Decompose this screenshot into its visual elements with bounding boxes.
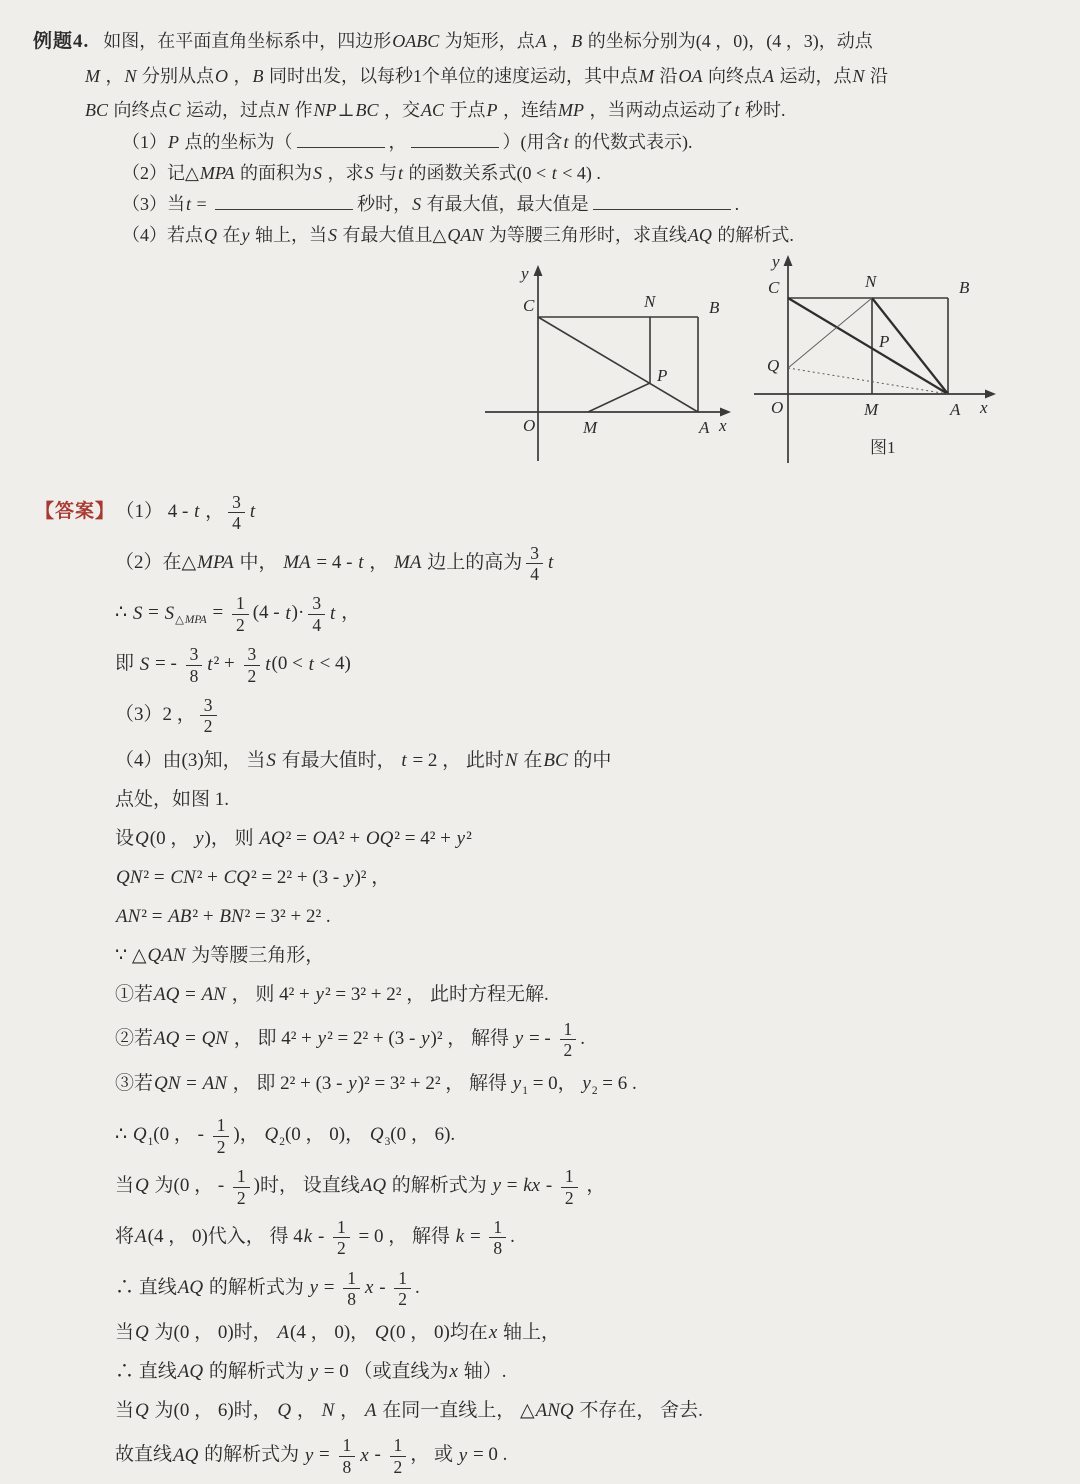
answer-substitute-a: 将A(4 ， 0)代入， 得 4k - $\frac{1}{2}$ = 0 ， 解得 k = $\frac{1}{8}$ .	[115, 1216, 515, 1259]
answer-conclusion: 故直线AQ 的解析式为 y = $\frac{1}{8}$ x - $\frac{1}{2}$ ， 或 y = 0 .	[115, 1435, 508, 1477]
answer-q-solutions: ∴ $Q_1(0$ ， - $\frac{1}{2}$ )， $Q_2(0$ ， 0)， $Q_3(0$ ， 6).	[115, 1115, 456, 1157]
answer-section	[0, 493, 1080, 1476]
answer-case-1: ①若AQ = AN ， 则 4² + y² = 3² + 2² ， 此时方程无解.	[115, 983, 549, 1005]
figure-main-diagram	[473, 259, 773, 471]
statement-line-3: BC 向终点C 运动，过点N 作NP⊥BC ，交AC 于点P ，连结MP ，当两动点运动了t 秒时.	[85, 100, 786, 120]
fig1-axes	[485, 273, 723, 461]
answer-aq-squared: 设Q(0 ， y)， 则 AQ² = OA² + OQ² = 4² + y²	[115, 827, 472, 849]
fig1-label-x-axis: x	[719, 416, 727, 435]
fig2-label-Q: Q	[767, 356, 780, 375]
answer-area-formula: ∴ $S = S_{\triangle MPA}$ = $\frac{1}{2}$ (4 - t)· $\frac{3}{4}$ t ，	[115, 593, 361, 635]
fig2-label-P: P	[879, 332, 890, 351]
fig2-label-x-axis: x	[980, 398, 988, 417]
fig1-label-B: B	[709, 298, 720, 317]
question-item-2: （2）记△MPA 的面积为S ，求S 与t 的函数关系式(0 < t < 4) .	[122, 163, 601, 183]
fig2-thick-segments	[788, 298, 948, 394]
answer-first-line	[35, 493, 1080, 533]
answer-q-six-discard: 当Q 为(0 ， 6)时， Q ， N ， A 在同一直线上， △ANQ 不存在， 舍去.	[115, 1400, 703, 1422]
statement-line-2: M ，N 分别从点O ，B 同时出发，以每秒1个单位的速度运动，其中点M 沿OA 向终点A 运动，点N 沿	[85, 66, 889, 86]
fig1-label-N: N	[644, 292, 656, 311]
answer-area-simplified: 即 S = - $\frac{3}{8}$ t² + $\frac{3}{2}$ t(0 < t < 4)	[115, 644, 351, 686]
answer-y-zero-case: ∴ 直线AQ 的解析式为 y = 0 （或直线为x 轴）.	[115, 1361, 507, 1383]
figure-answer-diagram	[752, 253, 1077, 475]
fig2-label-N: N	[865, 272, 877, 291]
fig2-y-axis-arrow	[784, 255, 793, 266]
answer-case-2: ②若AQ = QN ， 即 4² + y² = 2² + (3 - y)² ， 解得 y = - $\frac{1}{2}$ .	[115, 1018, 585, 1061]
fig2-caption: 图1	[870, 438, 896, 457]
fig2-label-C: C	[768, 278, 780, 297]
fig1-label-P: P	[657, 366, 668, 385]
fig2-segment-QA-dotted	[788, 368, 948, 394]
answer-case-3: ③若QN = AN ， 即 2² + (3 - y)² = 3² + 2² ， 解得 $y_1 = 0$， $y_2 = 6$ .	[115, 1073, 637, 1098]
fig1-label-A: A	[699, 418, 710, 437]
problem-number-label: 例题4.	[33, 31, 90, 52]
fig2-label-O: O	[771, 398, 784, 417]
answer-isosceles-premise: ∵ △QAN 为等腰三角形，	[115, 944, 325, 966]
fig1-label-y-axis: y	[521, 264, 529, 283]
fig1-drawing	[538, 317, 698, 412]
fig2-label-y-axis: y	[772, 253, 780, 271]
answer-an-squared: AN² = AB² + BN² = 3² + 2² .	[116, 905, 331, 927]
answer-part-4-intro: （4）由(3)知， 当S 有最大值时， t = 2 ， 此时N 在BC 的中	[115, 749, 612, 771]
answer-part-4-intro-wrap: 点处，如图 1.	[115, 788, 230, 810]
fig2-label-M: M	[864, 400, 879, 419]
fig2-axes	[754, 263, 988, 463]
problem-statement	[0, 0, 1080, 251]
fig2-segment-QN	[788, 298, 872, 368]
statement-line-1: 如图，在平面直角坐标系中，四边形OABC 为矩形，点A ，B 的坐标分别为(4 ，0)，(4 ，3)，动点	[103, 31, 873, 51]
fig1-label-C: C	[523, 296, 535, 315]
answer-q-origin-case: 当Q 为(0 ， 0)时， A(4 ， 0)， Q(0 ， 0)均在x 轴上，	[115, 1322, 561, 1344]
fig2-label-A: A	[950, 400, 961, 419]
answer-part-2-setup: （2）在△MPA 中， MA = 4 - t ， MA 边上的高为 $\frac{3}{4}$ t	[115, 542, 554, 585]
fig1-y-axis-arrow	[534, 265, 543, 276]
figures-row	[0, 253, 1080, 475]
answer-label: 【答案】	[35, 501, 116, 523]
question-item-4: （4）若点Q 在y 轴上，当S 有最大值且△QAN 为等腰三角形时，求直线AQ 的解析式.	[122, 225, 794, 245]
answer-part-1: （1） 4 - t ， $\frac{3}{4}$ t	[125, 492, 256, 534]
fig1-label-O: O	[523, 416, 536, 435]
problem-first-line	[33, 24, 1080, 59]
answer-line-eq-result: ∴ 直线AQ 的解析式为 y = $\frac{1}{8}$ x - $\frac{1}{2}$ .	[115, 1267, 420, 1309]
fig2-label-B: B	[959, 278, 970, 297]
fig1-label-M: M	[583, 418, 598, 437]
question-item-3: （3）当t = 秒时，S 有最大值，最大值是 .	[122, 189, 1080, 220]
answer-part-3: （3）2 ， $\frac{3}{2}$	[115, 696, 1080, 736]
answer-qn-squared: QN² = CN² + CQ² = 2² + (3 - y)² ，	[116, 866, 391, 888]
answer-line-eq-setup: 当Q 为(0 ， - $\frac{1}{2}$ )时， 设直线AQ 的解析式为 y = kx - $\frac{1}{2}$ ，	[115, 1166, 606, 1208]
question-item-1: （1）P 点的坐标为（ ， ）(用含t 的代数式表示).	[122, 127, 1080, 158]
